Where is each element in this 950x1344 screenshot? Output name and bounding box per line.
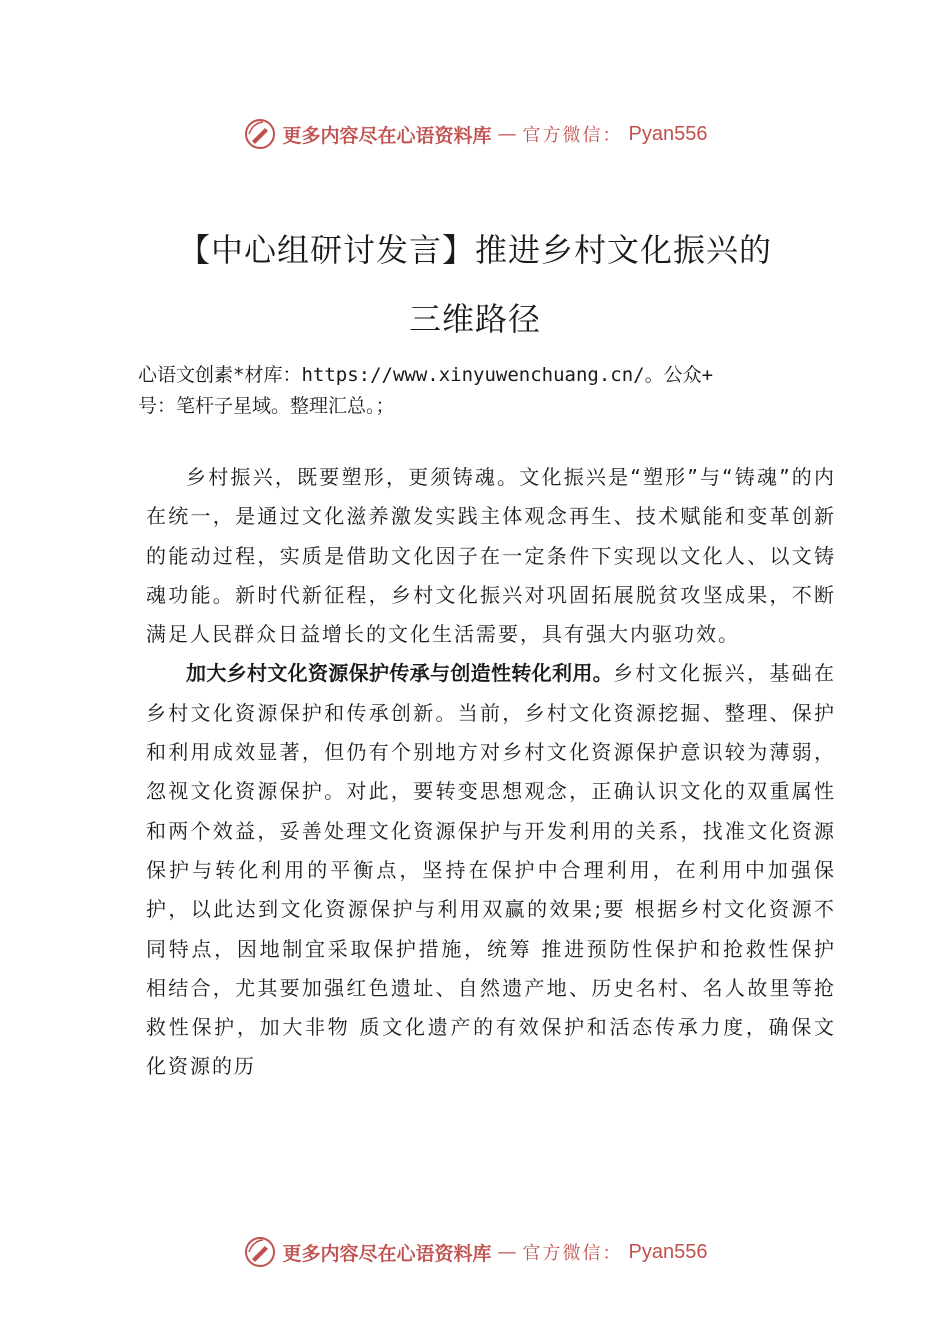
footer-wechat-id: Pyan556 — [628, 1240, 708, 1263]
source-note-line1: 心语文创素*材库：https://www.xinyuwenchuang.cn/。公众+ — [138, 364, 714, 386]
banner-dash: — — [497, 123, 517, 145]
footer-wechat-label: 官方微信： — [522, 1243, 623, 1264]
header-banner — [0, 114, 950, 154]
banner-brand-text: 更多内容尽在心语资料库 — [282, 124, 492, 147]
source-note-line2: 号：笔杆子星域。整理汇总。； — [138, 395, 395, 417]
paragraph-intro: 乡村振兴，既要塑形，更须铸魂。文化振兴是“塑形”与“铸魂”的内在统一，是通过文化滋养激发实践主体观念再生、技术赋能和变革创新的能动过程，实质是借助文化因子在一定条件下实现以文化人、以文铸魂功能。新时代新征程，乡村文化振兴对巩固拓展脱贫攻坚成果，不断满足人民群众日益增长的文化生活需要，具有强大内驱功效。 — [146, 465, 836, 647]
banner-wechat-id: Pyan556 — [628, 122, 708, 145]
paragraph-resource-protection — [146, 654, 836, 1086]
banner-wechat-label: 官方微信： — [522, 125, 623, 146]
document-title-line2: 三维路径 — [408, 300, 541, 338]
paragraph-resource-protection-text: 乡村文化振兴，基础在乡村文化资源保护和传承创新。当前，乡村文化资源挖掘、整理、保护和利用成效显著，但仍有个别地方对乡村文化资源保护意识较为薄弱，忽视文化资源保护。对此，要转变思想观念，正确认识文化的双重属性和两个效益，妥善处理文化资源保护与开发利用的关系，找准文化资源保护与转化利用的平衡点，坚持在保护中合理利用，在利用中加强保护，以此达到文化资源保护与利用双赢的效果;要 根据乡村文化资源不同特点，因地制宜采取保护措施，统筹 推进预防性保护和抢救性保护相结合，尤其要加强红色遗址、自然遗产地、历史名村、名人故里等抢救性保护，加大非物 质文化遗产的有效保护和活态传承力度，确保文化资源的历 — [146, 661, 836, 1079]
source-note — [138, 360, 838, 422]
document-body — [146, 458, 836, 1087]
pen-circle-logo-icon — [243, 117, 277, 151]
footer-banner — [0, 1232, 950, 1272]
footer-brand-text: 更多内容尽在心语资料库 — [282, 1242, 492, 1265]
paragraph-heading: 加大乡村文化资源保护传承与创造性转化利用。 — [186, 661, 613, 686]
document-title-line1: 【中心组研讨发言】推进乡村文化振兴的 — [177, 231, 772, 269]
pen-circle-logo-icon — [243, 1235, 277, 1269]
footer-dash: — — [497, 1241, 517, 1263]
